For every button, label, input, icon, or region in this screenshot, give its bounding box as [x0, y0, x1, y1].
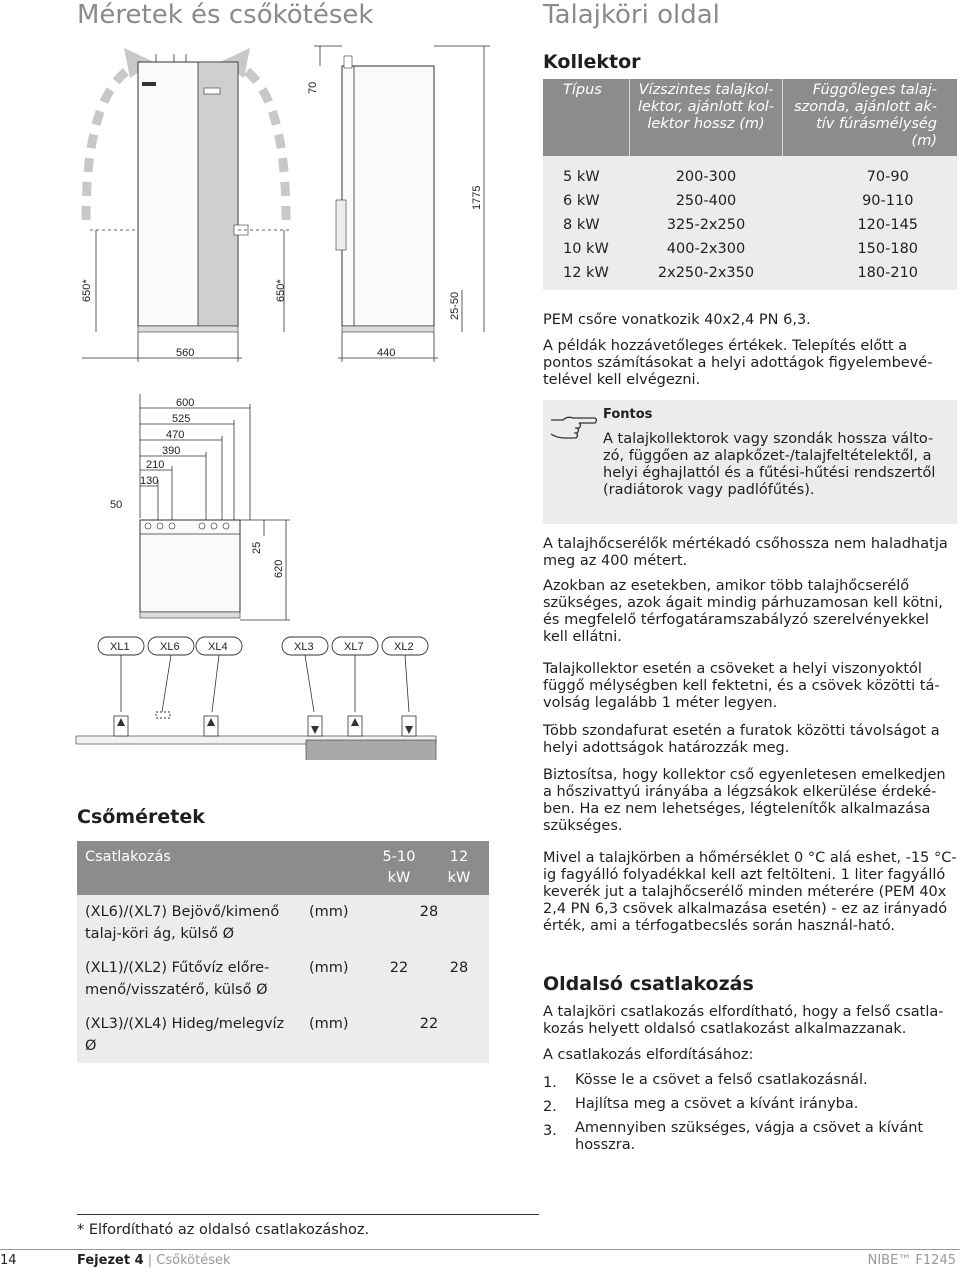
dim-70: 70 [307, 81, 319, 94]
brand-label: NIBE™ F1245 [867, 1253, 956, 1268]
side-connection-title: Oldalsó csatlakozás [543, 973, 754, 995]
svg-text:XL1: XL1 [110, 641, 130, 653]
pipe-row-value: 22 [369, 951, 429, 1007]
dim-525: 525 [172, 413, 191, 425]
table-row [77, 951, 489, 1007]
pipe-header-col1: 5-10 kW [369, 841, 429, 895]
pipe-header-label: Csatlakozás [77, 841, 305, 895]
pipe-row-unit: (mm) [305, 951, 369, 1007]
side-connection-intro: A talajköri csatlakozás elfordítható, hogy a felső csatla-kozás helyett oldalsó csatlakozást alkalmazzanak. [543, 1004, 944, 1037]
side-connection-lead: A csatlakozás elfordításához: [543, 1047, 754, 1063]
paragraph: Biztosítsa, hogy kollektor cső egyenletesen emelkedjen a hőszivattyú irányába a légzsákok elkerülése érdeké-ben. Ha ez nem lehetséges, légtelenítők alkalmazása szükséges. [543, 767, 946, 834]
table-row: 12 kW 2x250-2x350 180-210 [543, 261, 957, 290]
dim-600: 600 [176, 397, 195, 409]
section-title: Talajköri oldal [543, 0, 720, 30]
pipe-header-unit [305, 841, 369, 895]
pipe-row-label: (XL6)/(XL7) Bejövő/kimenő talaj-köri ág, külső Ø [77, 895, 305, 951]
pipe-row-label: (XL1)/(XL2) Fűtővíz előre-menő/visszatérő, külső Ø [77, 951, 305, 1007]
paragraph: Azokban az esetekben, amikor több talajhőcserélő szükséges, azok ágait mindig párhuzamosan kell kötni, és megfelelő térfogatáramszabályzó szerelvényekkel kell ellátni. [543, 578, 943, 645]
pipe-table [77, 841, 489, 1063]
page-title: Méretek és csőkötések [77, 0, 374, 30]
footer-separator: | [147, 1253, 153, 1268]
dim-650-right: 650* [275, 279, 287, 302]
kollektor-header-horizontal: Vízszintes talajkol-lektor, ajánlott kol-lektor hossz (m) [630, 79, 783, 156]
paragraph: A talajhőcserélők mértékadó csőhossza nem haladhatja meg az 400 métert. [543, 536, 948, 569]
pipe-row-value: 22 [369, 1007, 489, 1063]
svg-text:XL2: XL2 [394, 641, 414, 653]
pipe-row-value: 28 [369, 895, 489, 951]
dim-130: 130 [140, 475, 159, 487]
svg-text:XL4: XL4 [208, 641, 228, 653]
pipe-row-unit: (mm) [305, 895, 369, 951]
dim-1775: 1775 [471, 185, 483, 210]
conn-xl2 [382, 637, 428, 655]
dim-620: 620 [273, 559, 285, 578]
steps-list [543, 1072, 957, 1161]
rotate-arc-left [86, 62, 144, 220]
pipe-row-value: 28 [429, 951, 489, 1007]
conn-xl6 [148, 637, 194, 655]
list-item: 2. Hajlítsa meg a csövet a kívánt irányba. [543, 1096, 859, 1115]
table-row: 6 kW 250-400 90-110 [543, 189, 957, 213]
pointing-hand-icon [549, 412, 599, 446]
pipe-row-unit: (mm) [305, 1007, 369, 1063]
dim-25: 25 [251, 541, 263, 554]
pipe-section-title: Csőméretek [77, 806, 205, 828]
dim-560: 560 [176, 347, 195, 359]
table-row [77, 895, 489, 951]
svg-text:XL6: XL6 [160, 641, 180, 653]
svg-text:XL3: XL3 [294, 641, 314, 653]
footnote: * Elfordítható az oldalsó csatlakozáshoz. [77, 1222, 370, 1238]
conn-xl3 [282, 637, 328, 655]
dimension-drawing [74, 40, 540, 760]
dim-50: 50 [110, 499, 123, 511]
conn-xl4 [196, 637, 242, 655]
dim-25-50: 25-50 [449, 291, 461, 320]
footer-chapter [77, 1253, 231, 1268]
pipe-row-label: (XL3)/(XL4) Hideg/melegvíz Ø [77, 1007, 305, 1063]
table-row: 10 kW 400-2x300 150-180 [543, 237, 957, 261]
dim-650-left: 650* [81, 279, 93, 302]
table-row: 8 kW 325-2x250 120-145 [543, 213, 957, 237]
dim-470: 470 [166, 429, 185, 441]
kollektor-table [543, 79, 957, 290]
dim-440: 440 [377, 347, 396, 359]
table-row [77, 1007, 489, 1063]
section-label: Csőkötések [156, 1253, 231, 1268]
paragraph: Talajkollektor esetén a csöveket a helyi viszonyoktól függő mélységben kell fektetni, és a csövek közötti tá-volság legalább 1 méter legyen. [543, 661, 940, 711]
page-number: 14 [0, 1253, 17, 1268]
kollektor-header-type: Típus [543, 79, 630, 156]
pipe-header-col2: 12 kW [429, 841, 489, 895]
svg-text:XL7: XL7 [344, 641, 364, 653]
important-title: Fontos [603, 407, 653, 422]
kollektor-note-1: PEM csőre vonatkozik 40x2,4 PN 6,3. [543, 312, 811, 328]
chapter-label: Fejezet 4 [77, 1253, 144, 1268]
important-text: A talajkollektorok vagy szondák hossza válto-zó, függően az alapkőzet-/talajfeltételektől, a helyi éghajlattól és a fűtési-hűtési rendszertől (radiátorok vagy padlófűtés). [603, 431, 936, 498]
list-item: 3. Amennyiben szükséges, vágja a csövet a kívánt hosszra. [543, 1120, 924, 1153]
paragraph: Mivel a talajkörben a hőmérséklet 0 °C alá eshet, -15 °C-ig fagyálló folyadékkal kell azt feltölteni. 1 liter fagyálló keverék jut a talajhőcserélő minden méterére (PEM 40x 2,4 PN 6,3 csövek alkalmazása esetén) - ez az irányadó érték, ami a térfogatbecslés során használ-ható. [543, 850, 957, 934]
conn-xl7 [332, 637, 378, 655]
conn-xl1 [98, 637, 144, 655]
kollektor-note-2: A példák hozzávetőleges értékek. Telepítés előtt a pontos számításokat a helyi adottágok figyelembevé-telével kell elvégezni. [543, 338, 933, 388]
list-item: 1. Kösse le a csövet a felső csatlakozásnál. [543, 1072, 868, 1091]
kollektor-title: Kollektor [543, 51, 641, 73]
table-row: 5 kW 200-300 70-90 [543, 156, 957, 189]
dim-210: 210 [146, 459, 165, 471]
paragraph: Több szondafurat esetén a furatok közötti távolságot a helyi adottságok határozzák meg. [543, 723, 940, 756]
unit-side-view [342, 66, 434, 326]
important-box [543, 400, 957, 524]
kollektor-header-vertical: Függőleges talaj-szonda, ajánlott ak-tív fúrásmélység (m) [783, 79, 958, 156]
dim-390: 390 [162, 445, 181, 457]
